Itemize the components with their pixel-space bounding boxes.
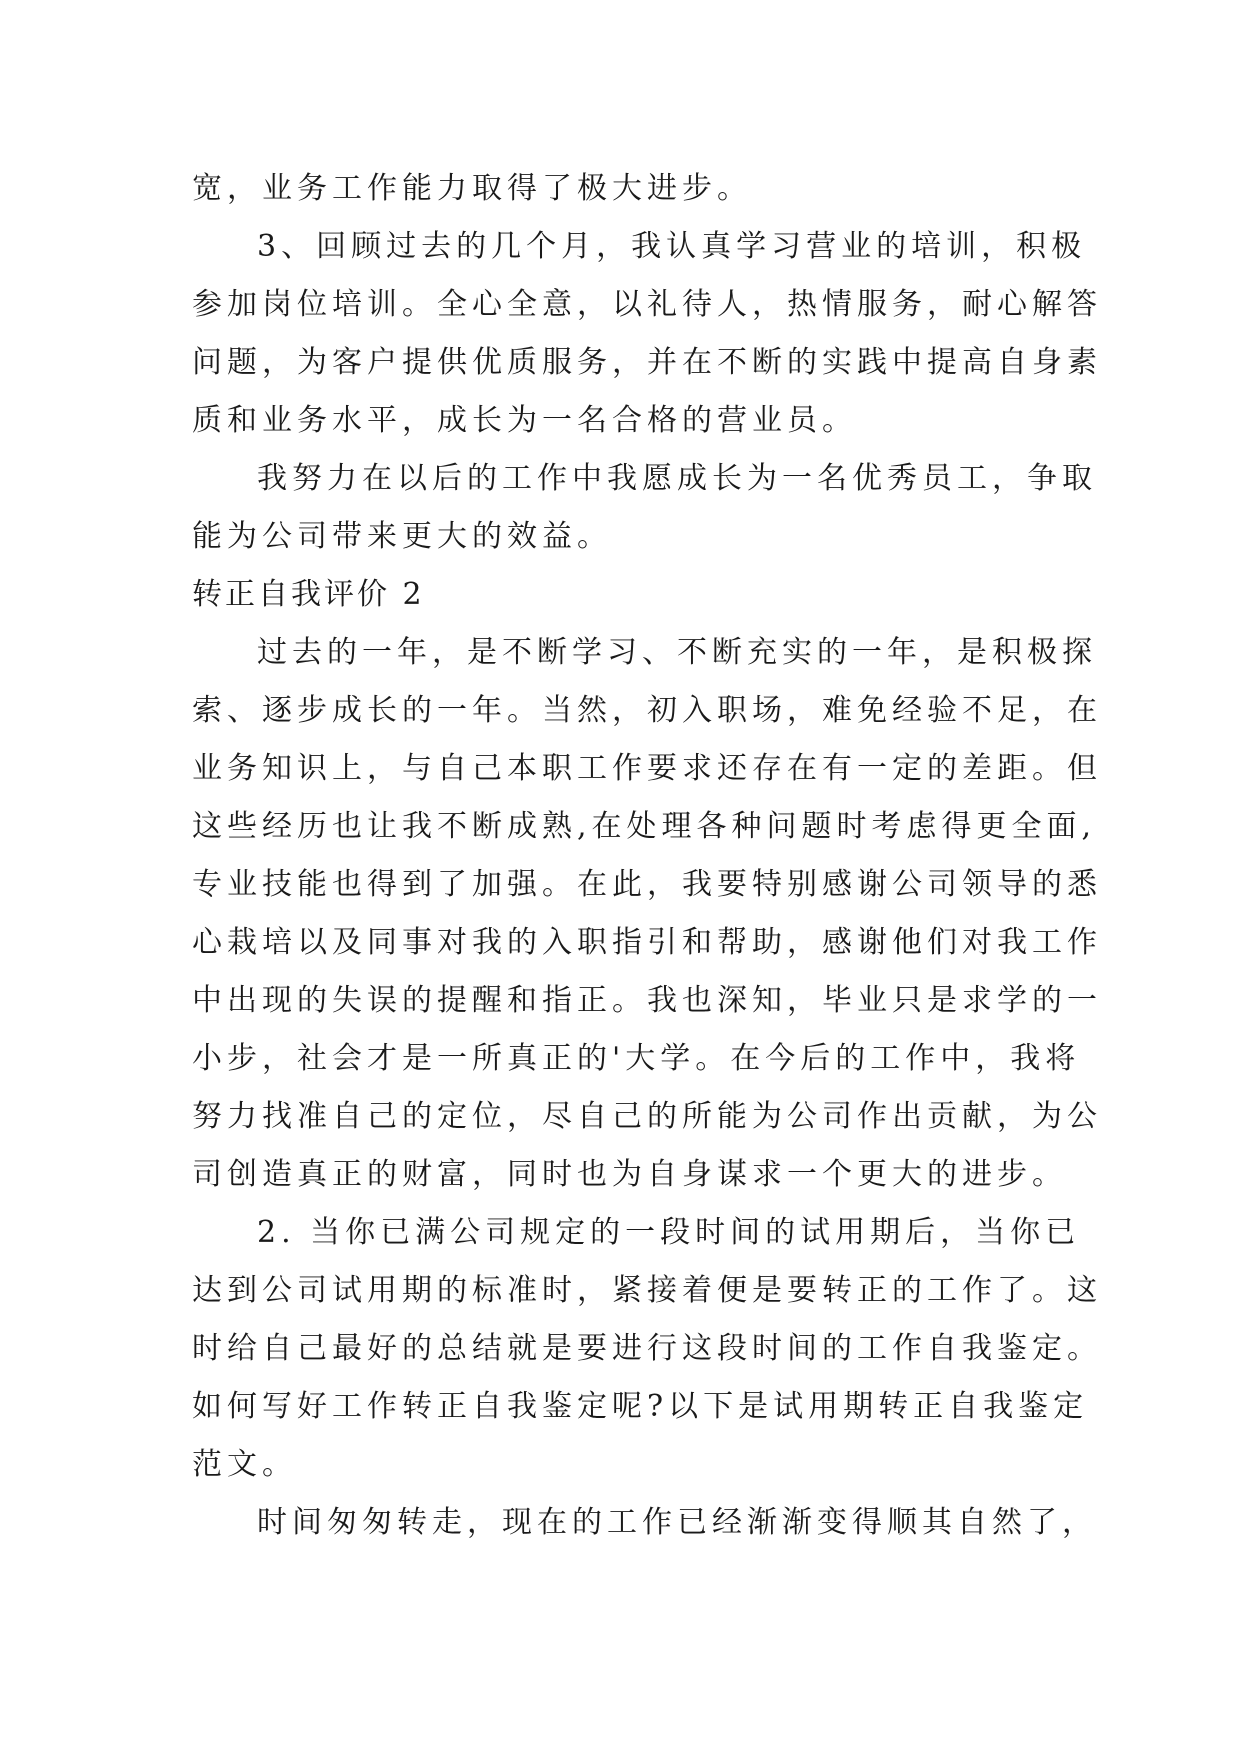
text-line: 参加岗位培训。全心全意，以礼待人，热情服务，耐心解答 xyxy=(192,287,1102,322)
paragraph-start-line: 过去的一年，是不断学习、不断充实的一年，是积极探 xyxy=(257,635,1097,670)
text-line: 小步，社会才是一所真正的'大学。在今后的工作中，我将 xyxy=(192,1041,1081,1076)
text-line: 这些经历也让我不断成熟,在处理各种问题时考虑得更全面, xyxy=(192,809,1097,844)
text-line: 能为公司带来更大的效益。 xyxy=(192,519,612,554)
text-line: 质和业务水平，成长为一名合格的营业员。 xyxy=(192,403,857,438)
paragraph-start-line: 时间匆匆转走，现在的工作已经渐渐变得顺其自然了， xyxy=(257,1505,1097,1540)
paragraph-start-line: 我努力在以后的工作中我愿成长为一名优秀员工，争取 xyxy=(257,461,1097,496)
text-line: 努力找准自己的定位，尽自己的所能为公司作出贡献，为公 xyxy=(192,1099,1102,1134)
section-heading: 转正自我评价 2 xyxy=(192,577,425,612)
text-line: 业务知识上，与自己本职工作要求还存在有一定的差距。但 xyxy=(192,751,1102,786)
text-line: 心栽培以及同事对我的入职指引和帮助，感谢他们对我工作 xyxy=(192,925,1102,960)
text-line: 中出现的失误的提醒和指正。我也深知，毕业只是求学的一 xyxy=(192,983,1102,1018)
text-line: 索、逐步成长的一年。当然，初入职场，难免经验不足，在 xyxy=(192,693,1102,728)
text-line: 达到公司试用期的标准时，紧接着便是要转正的工作了。这 xyxy=(192,1273,1102,1308)
text-line: 时给自己最好的总结就是要进行这段时间的工作自我鉴定。 xyxy=(192,1331,1102,1366)
text-line: 范文。 xyxy=(192,1447,297,1482)
text-line: 司创造真正的财富，同时也为自身谋求一个更大的进步。 xyxy=(192,1157,1067,1192)
document-body xyxy=(192,160,1102,1552)
text-line: 如何写好工作转正自我鉴定呢?以下是试用期转正自我鉴定 xyxy=(192,1389,1089,1424)
paragraph-start-line: 2. 当你已满公司规定的一段时间的试用期后，当你已 xyxy=(257,1215,1081,1250)
paragraph-start-line: 3、回顾过去的几个月，我认真学习营业的培训，积极 xyxy=(257,229,1087,264)
text-line: 专业技能也得到了加强。在此，我要特别感谢公司领导的悉 xyxy=(192,867,1102,902)
text-line: 宽，业务工作能力取得了极大进步。 xyxy=(192,171,752,206)
text-line: 问题，为客户提供优质服务，并在不断的实践中提高自身素 xyxy=(192,345,1102,380)
